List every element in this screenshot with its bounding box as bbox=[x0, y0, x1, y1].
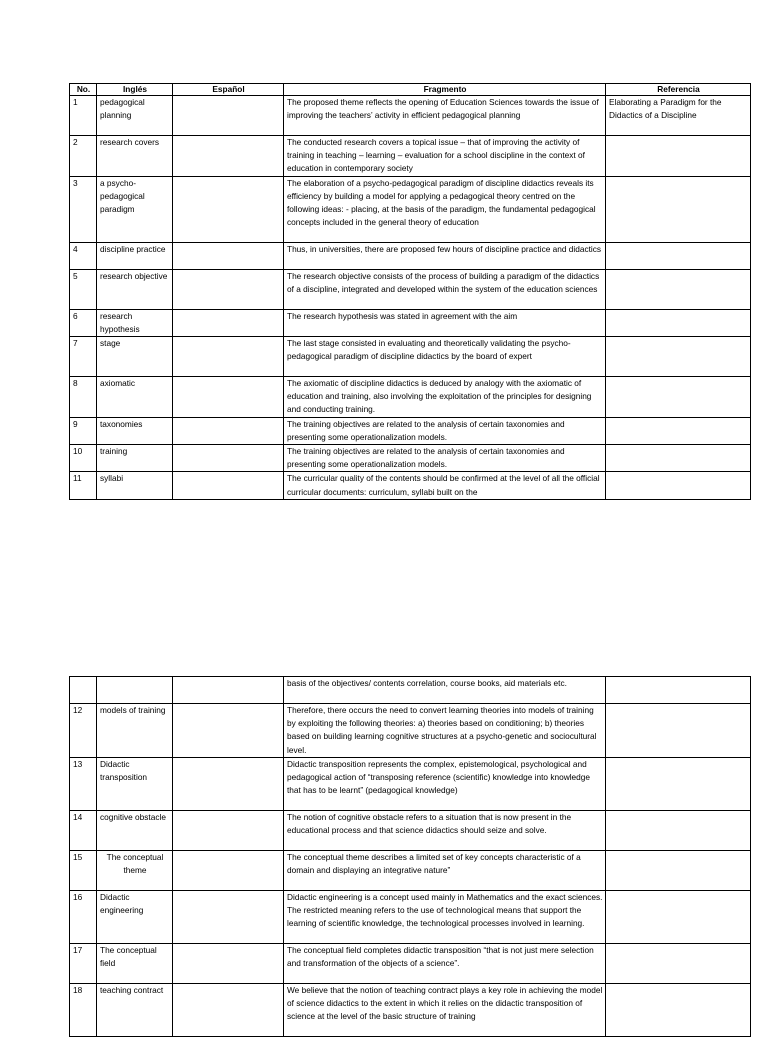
cell-espanol bbox=[173, 176, 284, 242]
table-row bbox=[70, 677, 751, 704]
cell-espanol bbox=[173, 417, 284, 444]
table-row bbox=[70, 309, 751, 336]
cell-ingles: research hypothesis bbox=[97, 309, 173, 336]
cell-espanol bbox=[173, 377, 284, 418]
cell-espanol bbox=[173, 704, 284, 758]
cell-ingles bbox=[97, 677, 173, 704]
cell-no: 9 bbox=[70, 417, 97, 444]
cell-ingles: research objective bbox=[97, 269, 173, 309]
cell-referencia bbox=[606, 472, 751, 499]
cell-ingles: The conceptual theme bbox=[97, 850, 173, 890]
cell-espanol bbox=[173, 242, 284, 269]
page-gap bbox=[0, 640, 768, 660]
glossary-table bbox=[69, 83, 751, 500]
cell-referencia bbox=[606, 704, 751, 758]
cell-no: 5 bbox=[70, 269, 97, 309]
cell-espanol bbox=[173, 757, 284, 810]
cell-no: 14 bbox=[70, 810, 97, 850]
cell-no: 10 bbox=[70, 445, 97, 472]
cell-fragmento: The conceptual field completes didactic transposition “that is not just mere selection and transformation of the objects of a science”. bbox=[284, 943, 606, 983]
cell-ingles: teaching contract bbox=[97, 983, 173, 1036]
cell-no: 13 bbox=[70, 757, 97, 810]
cell-fragmento: We believe that the notion of teaching contract plays a key role in achieving the model of science didactics to the extent in which it relies on the didactic transposition of science at the level of the basic structure of training bbox=[284, 983, 606, 1036]
table-row bbox=[70, 810, 751, 850]
cell-ingles: The conceptual field bbox=[97, 943, 173, 983]
cell-espanol bbox=[173, 943, 284, 983]
header-no: No. bbox=[70, 84, 97, 96]
cell-ingles: a psycho-pedagogical paradigm bbox=[97, 176, 173, 242]
cell-referencia bbox=[606, 337, 751, 377]
cell-referencia bbox=[606, 943, 751, 983]
cell-fragmento: The conceptual theme describes a limited set of key concepts characteristic of a domain and displaying an integrative nature” bbox=[284, 850, 606, 890]
cell-referencia bbox=[606, 983, 751, 1036]
cell-referencia bbox=[606, 269, 751, 309]
table-row bbox=[70, 417, 751, 444]
cell-fragmento: The conducted research covers a topical issue – that of improving the activity of training in teaching – learning – evaluation for a school discipline in the context of education in contemporary society bbox=[284, 136, 606, 177]
cell-ingles: syllabi bbox=[97, 472, 173, 499]
cell-no: 3 bbox=[70, 176, 97, 242]
cell-referencia bbox=[606, 242, 751, 269]
cell-espanol bbox=[173, 890, 284, 943]
cell-ingles: Didactic engineering bbox=[97, 890, 173, 943]
cell-no: 6 bbox=[70, 309, 97, 336]
cell-no: 16 bbox=[70, 890, 97, 943]
cell-no: 2 bbox=[70, 136, 97, 177]
table-row bbox=[70, 269, 751, 309]
cell-fragmento: Didactic transposition represents the complex, epistemological, psychological and pedagogical action of “transposing reference (scientific) knowledge into knowledge that has to be learnt” (pedagogical knowledge) bbox=[284, 757, 606, 810]
cell-fragmento: The training objectives are related to the analysis of certain taxonomies and presenting some operationalization models. bbox=[284, 445, 606, 472]
cell-fragmento: basis of the objectives/ contents correlation, course books, aid materials etc. bbox=[284, 677, 606, 704]
cell-referencia bbox=[606, 417, 751, 444]
cell-fragmento: Thus, in universities, there are proposed few hours of discipline practice and didactics bbox=[284, 242, 606, 269]
cell-referencia bbox=[606, 377, 751, 418]
cell-no: 18 bbox=[70, 983, 97, 1036]
cell-fragmento: The training objectives are related to the analysis of certain taxonomies and presenting some operationalization models. bbox=[284, 417, 606, 444]
table-row bbox=[70, 850, 751, 890]
cell-referencia bbox=[606, 176, 751, 242]
cell-no: 15 bbox=[70, 850, 97, 890]
cell-referencia: Elaborating a Paradigm for the Didactics of a Discipline bbox=[606, 96, 751, 136]
glossary-table-continued bbox=[69, 676, 751, 1037]
cell-referencia bbox=[606, 850, 751, 890]
cell-ingles: research covers bbox=[97, 136, 173, 177]
cell-fragmento: The research hypothesis was stated in agreement with the aim bbox=[284, 309, 606, 336]
table-row bbox=[70, 943, 751, 983]
table-row bbox=[70, 377, 751, 418]
cell-fragmento: The curricular quality of the contents should be confirmed at the level of all the official curricular documents: curriculum, syllabi built on the bbox=[284, 472, 606, 499]
cell-fragmento: Didactic engineering is a concept used mainly in Mathematics and the exact sciences. The restricted meaning refers to the use of technological means that support the learning of scientific knowledge, the technological processes involved in learning. bbox=[284, 890, 606, 943]
table-row bbox=[70, 704, 751, 758]
cell-ingles: cognitive obstacle bbox=[97, 810, 173, 850]
header-espanol: Español bbox=[173, 84, 284, 96]
table-row bbox=[70, 176, 751, 242]
document-page-2 bbox=[0, 660, 768, 1024]
cell-ingles: Didactic transposition bbox=[97, 757, 173, 810]
table-row bbox=[70, 890, 751, 943]
table-row bbox=[70, 757, 751, 810]
table-row bbox=[70, 472, 751, 499]
cell-espanol bbox=[173, 810, 284, 850]
cell-espanol bbox=[173, 136, 284, 177]
cell-espanol bbox=[173, 309, 284, 336]
cell-referencia bbox=[606, 890, 751, 943]
cell-espanol bbox=[173, 337, 284, 377]
cell-espanol bbox=[173, 445, 284, 472]
cell-espanol bbox=[173, 96, 284, 136]
table-row bbox=[70, 445, 751, 472]
cell-no bbox=[70, 677, 97, 704]
header-ingles: Inglés bbox=[97, 84, 173, 96]
header-fragmento: Fragmento bbox=[284, 84, 606, 96]
table-row bbox=[70, 337, 751, 377]
cell-no: 12 bbox=[70, 704, 97, 758]
cell-ingles: taxonomies bbox=[97, 417, 173, 444]
cell-no: 8 bbox=[70, 377, 97, 418]
cell-fragmento: The elaboration of a psycho-pedagogical paradigm of discipline didactics reveals its efficiency by building a model for applying a pedagogical theory centred on the following ideas: - placing, at the basis of the paradigm, the fundamental pedagogical concepts included in the general theory of education bbox=[284, 176, 606, 242]
cell-referencia bbox=[606, 136, 751, 177]
cell-ingles: stage bbox=[97, 337, 173, 377]
cell-referencia bbox=[606, 309, 751, 336]
table-row bbox=[70, 136, 751, 177]
cell-ingles: discipline practice bbox=[97, 242, 173, 269]
cell-fragmento: The proposed theme reflects the opening of Education Sciences towards the issue of improving the teachers’ activity in efficient pedagogical planning bbox=[284, 96, 606, 136]
header-referencia: Referencia bbox=[606, 84, 751, 96]
cell-fragmento: The last stage consisted in evaluating and theoretically validating the psycho-pedagogical paradigm of discipline didactics by the board of expert bbox=[284, 337, 606, 377]
cell-no: 7 bbox=[70, 337, 97, 377]
cell-ingles: training bbox=[97, 445, 173, 472]
cell-referencia bbox=[606, 445, 751, 472]
cell-no: 11 bbox=[70, 472, 97, 499]
cell-no: 17 bbox=[70, 943, 97, 983]
cell-espanol bbox=[173, 850, 284, 890]
header-row bbox=[70, 84, 751, 96]
cell-referencia bbox=[606, 677, 751, 704]
cell-ingles: axiomatic bbox=[97, 377, 173, 418]
cell-espanol bbox=[173, 472, 284, 499]
table-row bbox=[70, 96, 751, 136]
table-row bbox=[70, 242, 751, 269]
cell-no: 4 bbox=[70, 242, 97, 269]
cell-espanol bbox=[173, 983, 284, 1036]
cell-no: 1 bbox=[70, 96, 97, 136]
cell-ingles: models of training bbox=[97, 704, 173, 758]
cell-fragmento: The axiomatic of discipline didactics is deduced by analogy with the axiomatic of education and training, also involving the exploitation of the principles for designing and conducting training. bbox=[284, 377, 606, 418]
cell-referencia bbox=[606, 810, 751, 850]
cell-referencia bbox=[606, 757, 751, 810]
table-row bbox=[70, 983, 751, 1036]
cell-espanol bbox=[173, 269, 284, 309]
cell-fragmento: The notion of cognitive obstacle refers to a situation that is now present in the educational process and that science didactics should seize and solve. bbox=[284, 810, 606, 850]
cell-fragmento: The research objective consists of the process of building a paradigm of the didactics of a discipline, integrated and developed within the system of the education sciences bbox=[284, 269, 606, 309]
cell-ingles: pedagogical planning bbox=[97, 96, 173, 136]
cell-espanol bbox=[173, 677, 284, 704]
cell-fragmento: Therefore, there occurs the need to convert learning theories into models of training by exploiting the following theories: a) theories based on conditioning; b) theories based on building learning cognitive structures at a psycho-genetic and sociocultural level. bbox=[284, 704, 606, 758]
